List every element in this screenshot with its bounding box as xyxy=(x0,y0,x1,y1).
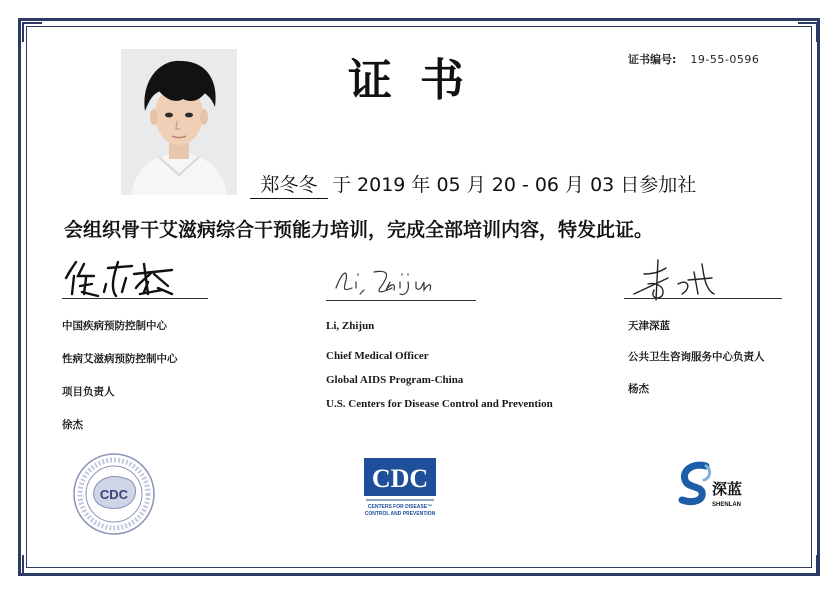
training-date-text: 于 2019 年 05 月 20 - 06 月 03 日参加社 xyxy=(332,174,697,196)
portrait-image xyxy=(121,49,237,195)
right-name: 杨杰 xyxy=(628,383,649,395)
middle-org: U.S. Centers for Disease Control and Prevention xyxy=(326,398,553,410)
seal-cdc-text: CDC xyxy=(99,487,129,502)
corner-ornament-bottom-right xyxy=(798,555,818,575)
certificate-number-value: 19-55-0596 xyxy=(690,53,760,66)
corner-ornament-top-right xyxy=(798,22,818,42)
signature-line-right xyxy=(624,298,782,299)
certificate-number xyxy=(628,51,759,67)
left-role: 项目负责人 xyxy=(62,386,115,398)
middle-name: Li, Zhijun xyxy=(326,320,375,332)
china-cdc-seal-logo xyxy=(72,452,156,540)
shenlan-en-text: SHENLAN xyxy=(712,502,742,508)
right-org: 天津深蓝 xyxy=(628,320,670,332)
certificate-body-line-2: 会组织骨干艾滋病综合干预能力培训，完成全部培训内容，特发此证。 xyxy=(64,219,654,241)
signature-line-left xyxy=(62,298,208,299)
middle-program: Global AIDS Program-China xyxy=(326,374,464,386)
middle-title: Chief Medical Officer xyxy=(326,350,429,362)
right-role: 公共卫生咨询服务中心负责人 xyxy=(628,351,765,363)
corner-ornament-top-left xyxy=(22,22,42,42)
us-cdc-logo xyxy=(364,458,436,524)
certificate-body-line-1 xyxy=(250,170,696,199)
cdc-logo-text: CDC xyxy=(371,464,429,493)
signature-li-zhijun xyxy=(330,262,470,302)
cdc-subtext-2: CONTROL AND PREVENTION xyxy=(364,511,436,517)
signature-line-middle xyxy=(326,300,476,301)
corner-ornament-bottom-left xyxy=(22,555,42,575)
recipient-name: 郑冬冬 xyxy=(250,170,328,199)
signature-xu-jie xyxy=(62,254,192,304)
shenlan-logo xyxy=(676,458,766,514)
cdc-subtext-1: CENTERS FOR DISEASE™ xyxy=(367,504,433,510)
shenlan-cn-text: 深蓝 xyxy=(712,480,743,498)
signature-yang-jie xyxy=(628,254,748,308)
left-name: 徐杰 xyxy=(62,419,83,431)
certificate-title: 证书 xyxy=(348,55,492,106)
left-org-line-1: 中国疾病预防控制中心 xyxy=(62,320,167,332)
certificate-number-label: 证书编号: xyxy=(628,53,677,66)
recipient-photo xyxy=(121,49,237,195)
left-org-line-2: 性病艾滋病预防控制中心 xyxy=(62,353,178,365)
